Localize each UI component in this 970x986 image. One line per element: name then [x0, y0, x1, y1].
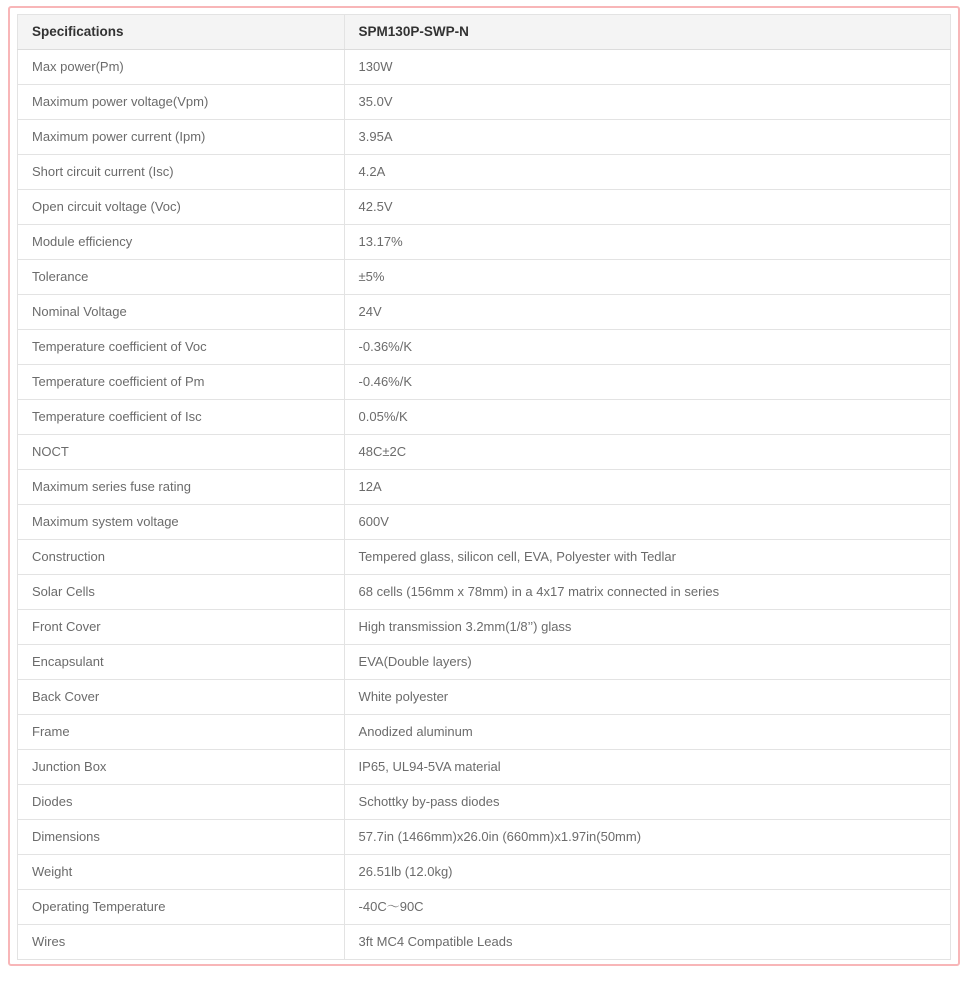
table-row	[18, 680, 951, 715]
spec-label: Open circuit voltage (Voc)	[18, 190, 345, 225]
spec-value: White polyester	[344, 680, 950, 715]
table-row	[18, 820, 951, 855]
spec-label: Maximum power voltage(Vpm)	[18, 85, 345, 120]
spec-label: Weight	[18, 855, 345, 890]
spec-label: Max power(Pm)	[18, 50, 345, 85]
spec-value: 48C±2C	[344, 435, 950, 470]
spec-label: Dimensions	[18, 820, 345, 855]
table-row	[18, 435, 951, 470]
table-row	[18, 785, 951, 820]
spec-label: Short circuit current (Isc)	[18, 155, 345, 190]
spec-label: Solar Cells	[18, 575, 345, 610]
spec-value: 600V	[344, 505, 950, 540]
table-row	[18, 505, 951, 540]
spec-label: Temperature coefficient of Voc	[18, 330, 345, 365]
table-row	[18, 575, 951, 610]
spec-table-body	[18, 50, 951, 960]
spec-label: Encapsulant	[18, 645, 345, 680]
spec-value: 12A	[344, 470, 950, 505]
table-row	[18, 365, 951, 400]
spec-value: Anodized aluminum	[344, 715, 950, 750]
table-row	[18, 85, 951, 120]
specifications-table	[17, 14, 951, 960]
table-row	[18, 540, 951, 575]
table-row	[18, 750, 951, 785]
spec-label: Maximum system voltage	[18, 505, 345, 540]
table-row	[18, 120, 951, 155]
spec-value: 3ft MC4 Compatible Leads	[344, 925, 950, 960]
spec-value: 57.7in (1466mm)x26.0in (660mm)x1.97in(50mm)	[344, 820, 950, 855]
table-row	[18, 155, 951, 190]
header-specifications: Specifications	[18, 15, 345, 50]
spec-label: Module efficiency	[18, 225, 345, 260]
spec-value: 130W	[344, 50, 950, 85]
table-row	[18, 260, 951, 295]
spec-value: 68 cells (156mm x 78mm) in a 4x17 matrix connected in series	[344, 575, 950, 610]
spec-value: ±5%	[344, 260, 950, 295]
table-row	[18, 925, 951, 960]
table-row	[18, 330, 951, 365]
table-row	[18, 715, 951, 750]
table-row	[18, 645, 951, 680]
spec-label: Diodes	[18, 785, 345, 820]
table-row	[18, 225, 951, 260]
table-row	[18, 295, 951, 330]
spec-value: 24V	[344, 295, 950, 330]
spec-value: IP65, UL94-5VA material	[344, 750, 950, 785]
table-row	[18, 190, 951, 225]
spec-label: Construction	[18, 540, 345, 575]
spec-value: 35.0V	[344, 85, 950, 120]
spec-value: 4.2A	[344, 155, 950, 190]
spec-label: Tolerance	[18, 260, 345, 295]
spec-value: 13.17%	[344, 225, 950, 260]
table-header-row	[18, 15, 951, 50]
spec-label: Back Cover	[18, 680, 345, 715]
spec-value: -40C～90C	[344, 890, 950, 925]
spec-value: High transmission 3.2mm(1/8’’) glass	[344, 610, 950, 645]
spec-table-panel	[8, 6, 960, 966]
spec-value: 0.05%/K	[344, 400, 950, 435]
page	[0, 6, 970, 986]
spec-value: Tempered glass, silicon cell, EVA, Polyester with Tedlar	[344, 540, 950, 575]
spec-value: 42.5V	[344, 190, 950, 225]
table-row	[18, 855, 951, 890]
spec-label: NOCT	[18, 435, 345, 470]
table-row	[18, 890, 951, 925]
spec-label: Maximum series fuse rating	[18, 470, 345, 505]
spec-value: 3.95A	[344, 120, 950, 155]
spec-label: Operating Temperature	[18, 890, 345, 925]
spec-label: Temperature coefficient of Pm	[18, 365, 345, 400]
table-row	[18, 610, 951, 645]
spec-label: Junction Box	[18, 750, 345, 785]
spec-value: -0.46%/K	[344, 365, 950, 400]
spec-label: Wires	[18, 925, 345, 960]
table-row	[18, 470, 951, 505]
spec-value: Schottky by-pass diodes	[344, 785, 950, 820]
header-model-name: SPM130P-SWP-N	[344, 15, 950, 50]
spec-label: Frame	[18, 715, 345, 750]
spec-label: Front Cover	[18, 610, 345, 645]
spec-label: Temperature coefficient of Isc	[18, 400, 345, 435]
spec-label: Maximum power current (Ipm)	[18, 120, 345, 155]
table-row	[18, 50, 951, 85]
table-row	[18, 400, 951, 435]
spec-value: 26.51lb (12.0kg)	[344, 855, 950, 890]
spec-label: Nominal Voltage	[18, 295, 345, 330]
spec-value: -0.36%/K	[344, 330, 950, 365]
spec-value: EVA(Double layers)	[344, 645, 950, 680]
